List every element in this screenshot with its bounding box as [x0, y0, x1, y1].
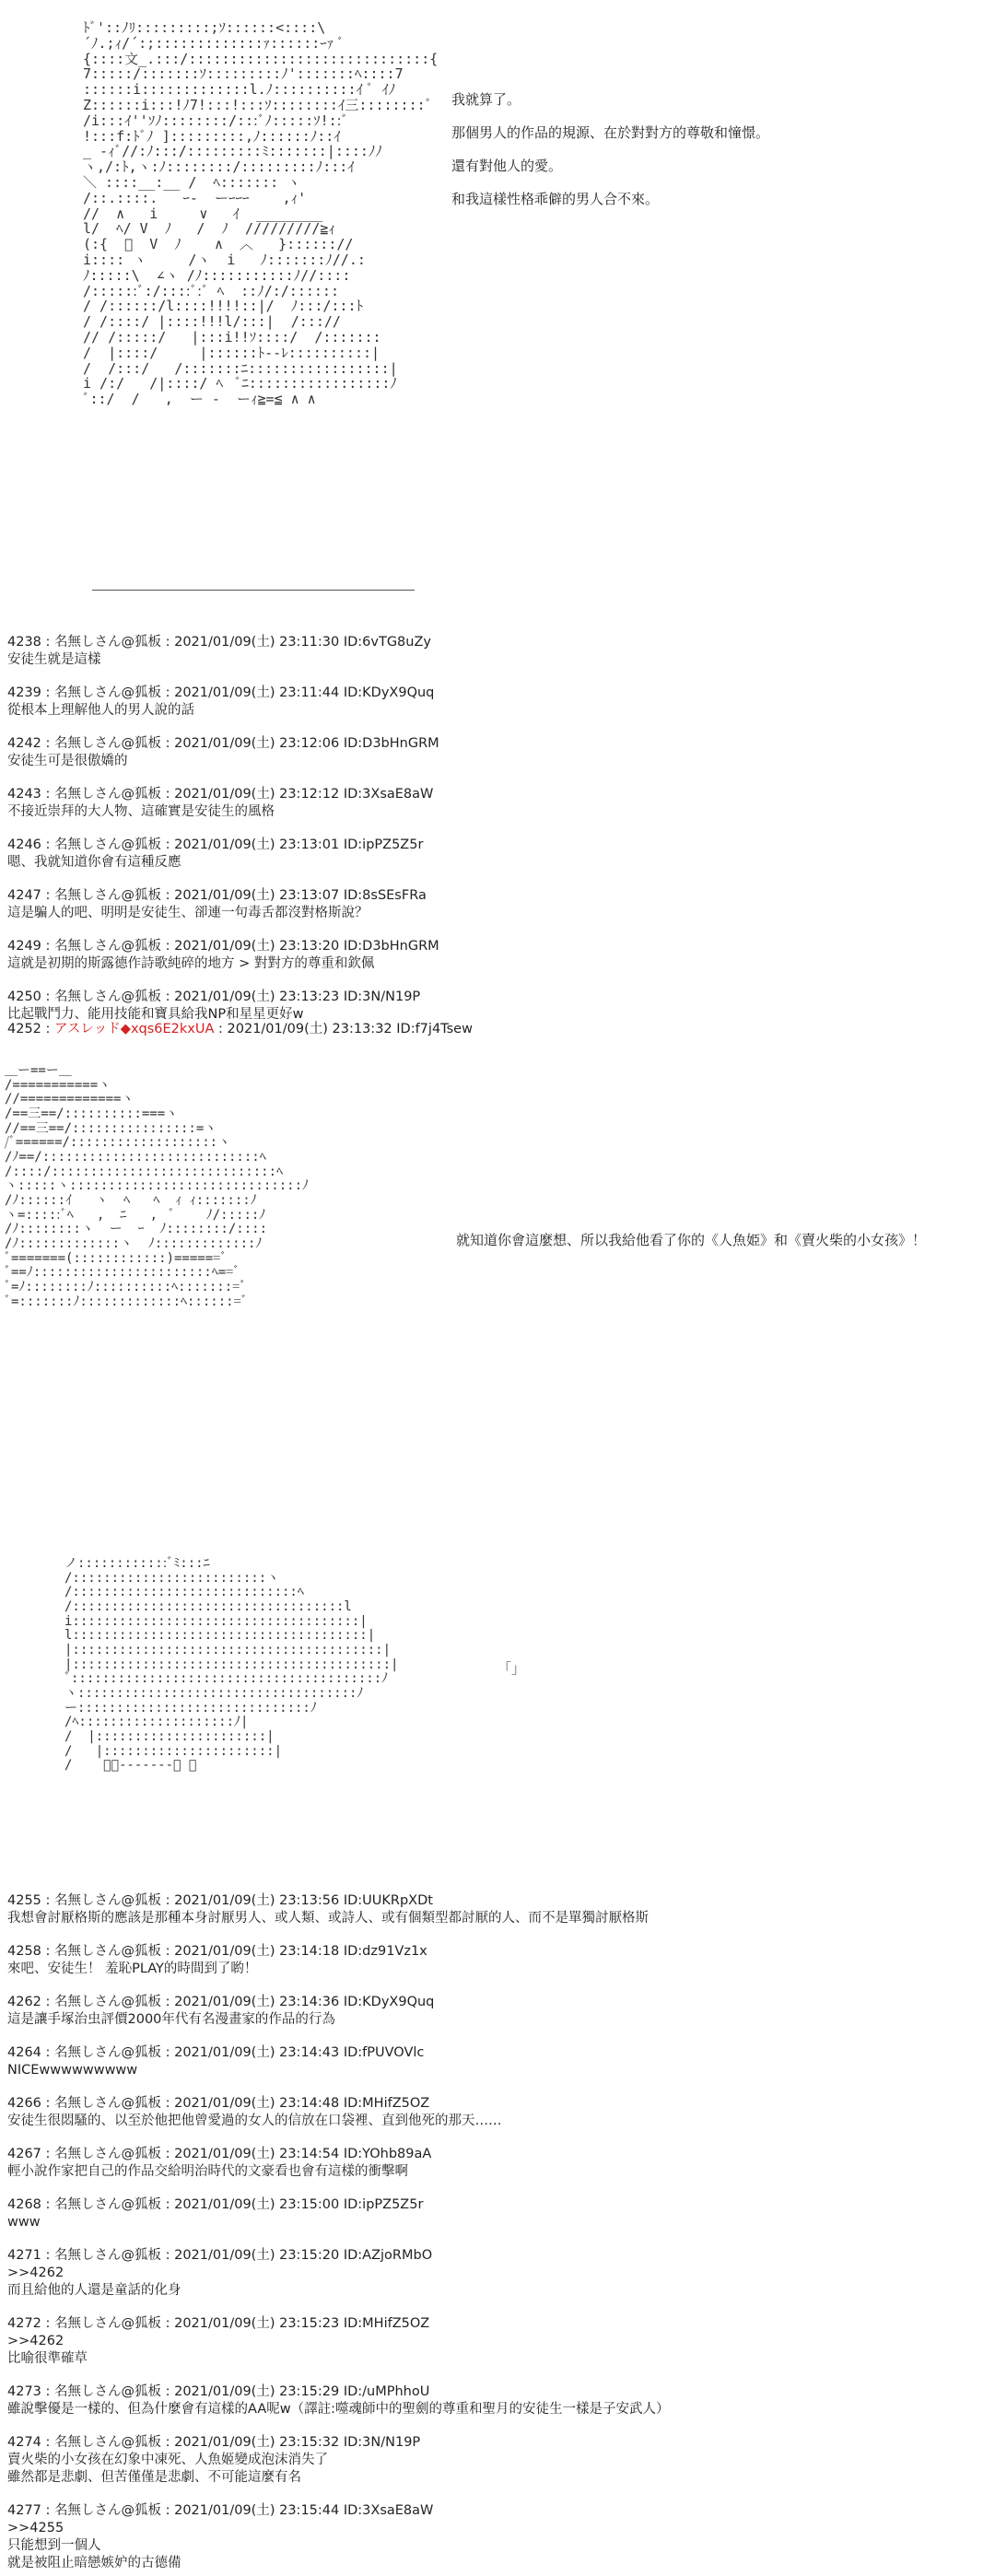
post	[7, 1892, 649, 1927]
post-body-line: 不接近崇拜的大人物、這確實是安徒生的風格	[7, 804, 275, 819]
post-header: 4262 : 名無しさん@狐板 : 2021/01/09(土) 23:14:36 ID:KDyX9Quq	[7, 1995, 435, 2009]
post-header: 4274 : 名無しさん@狐板 : 2021/01/09(土) 23:15:32 ID:3N/N19P	[7, 2435, 421, 2450]
post-body-line: 安徒生就是這樣	[7, 652, 101, 667]
post-body-line: 雖然都是悲劇、但苦僅僅是悲劇、不可能這麼有名	[7, 2470, 301, 2485]
post	[7, 2095, 502, 2130]
post-body-line: 這就是初期的斯露德作詩歌純碎的地方 > 對對方的尊重和欽佩	[7, 956, 375, 971]
post	[7, 2146, 431, 2181]
dialogue-line: 和我這樣性格乖僻的男人合不來。	[451, 191, 660, 207]
post-body-line: 就是被阻止暗戀嫉妒的古德備	[7, 2556, 181, 2570]
post-body-line: 而且給他的人還是童話的化身	[7, 2283, 181, 2298]
post-header: 4264 : 名無しさん@狐板 : 2021/01/09(土) 23:14:43 ID:fPUVOVlc	[7, 2045, 425, 2060]
post-body-line: 安徒生很悶騷的、以至於他把他曾愛過的女人的信放在口袋裡、直到他死的那天……	[7, 2113, 502, 2128]
post	[7, 2383, 669, 2418]
post-body-line: 安徒生可是很傲嬌的	[7, 754, 128, 768]
post	[7, 2196, 423, 2231]
post	[7, 2502, 433, 2572]
dialogue-line: 那個男人的作品的規源、在於對對方的尊敬和憧憬。	[451, 124, 770, 141]
post-header: 4250 : 名無しさん@狐板 : 2021/01/09(土) 23:13:23 ID:3N/N19P	[7, 989, 421, 1004]
aa-post-author[interactable]: アスレッド	[54, 1022, 121, 1036]
post-body-line: 賣火柴的小女孩在幻象中凍死、人魚姬變成泡沫消失了	[7, 2453, 328, 2467]
post-body-line: 這是讓手塚治虫評價2000年代有名漫畫家的作品的行為	[7, 2012, 335, 2027]
post-body-line: 這是騙人的吧、明明是安徒生、卻連一句毒舌都沒對格斯說？	[7, 906, 369, 920]
post-body-line: NICEwwwwwwwww	[7, 2063, 138, 2078]
post-reply-link[interactable]: >>4262	[7, 2266, 64, 2280]
post-body-line: 比起戰鬥力、能用技能和寶具給我NP和星星更好w	[7, 1007, 304, 1022]
ascii-art-character-3: ノ::::::::::::ﾞﾐ:::ﾆ /:::::::::::::::::::::::::ヽ /:::::::::::::::::::::::::::::ﾍ /:::::::::::::::::::::::::::::::::::l i:::::::::::::::::::::::::::::::::::::| l::::::::::::::::::::::::::::::::::::::| |::::::::::::::::::::::::::::::::::::::::| |:::::::::::::::::::::::::::::::::::::::::| ﾞ::::::::::::::::::::::::::::::::::::::::ﾉ ヽ::::::::::::::::::::::::::::::::::::ﾉ ー::::::::::::::::::::::::::::::ﾉ /ﾍ::::::::::::::::::::ﾉ| / |::::::::::::::::::::::| / |::::::::::::::::::::::| / ﾞー-------ー ﾞ	[64, 1556, 399, 1774]
post-header: 4239 : 名無しさん@狐板 : 2021/01/09(土) 23:11:44 ID:KDyX9Quq	[7, 685, 435, 700]
post	[7, 2247, 432, 2300]
post-reply-link[interactable]: >>4262	[7, 2334, 64, 2348]
aa-post-number: 4252 :	[7, 1022, 55, 1036]
post-body-line: 從根本上理解他人的男人說的話	[7, 703, 194, 718]
post-header: 4238 : 名無しさん@狐板 : 2021/01/09(土) 23:11:30 ID:6vTG8uZy	[7, 635, 431, 650]
art-divider	[92, 590, 415, 591]
post-body-line: 雖說擊優是一樣的、但為什麼會有這樣的AA呢w（譯註:噬魂師中的聖劍的尊重和聖月的安徒生一樣是子安武人）	[7, 2402, 670, 2417]
aa-post-trip: ◆xqs6E2kxUA	[120, 1022, 215, 1036]
post-header: 4255 : 名無しさん@狐板 : 2021/01/09(土) 23:13:56 ID:UUKRpXDt	[7, 1893, 433, 1908]
post-header: 4246 : 名無しさん@狐板 : 2021/01/09(土) 23:13:01 ID:ipPZ5Z5r	[7, 837, 424, 852]
post-header: 4266 : 名無しさん@狐板 : 2021/01/09(土) 23:14:48 ID:MHifZ5OZ	[7, 2096, 430, 2111]
post-header: 4258 : 名無しさん@狐板 : 2021/01/09(土) 23:14:18 ID:dz91Vz1x	[7, 1944, 427, 1959]
post	[7, 989, 420, 1024]
aa-post-header	[7, 1021, 473, 1038]
ascii-art-character-1: ﾄﾞ'::ﾉﾘ:::::::::;ｿ::::::<::::\ ´ﾉ.;ｨ/´:;:::::::::::::ｧ::::::ｰｧ ﾞ {::::文_.:::/:::::::::::::::::::::::::::::{ 7:::::/:::::::ｿ:::::::::ﾉ':::::::ﾍ::::7 ::::::i:::::::::::::l.ﾉ::::::::::ｲ ﾞ ｲﾉ Z::::::i:::!ﾉ7!:::!:::ｿ::::::::ｲ三::::::::ﾞ /i:::ｲ''ｿﾉ::::::::/:::ﾞﾉ:::::ｿ!::ﾞ !:::f:ﾄﾞﾉ ]:::::::::,ﾉ::::::ﾉ::ｲ _ -ｨﾞ//:ﾉ:::/:::::::::ﾐ:::::::|::::ﾉﾉ ヽ,/:ﾄ,ヽ:ﾉ::::::::/:::::::::ﾉ:::ｲ ＼ ::::__:__ / ﾍ::::::: ヽ /::.::::. ｰ- ーｰｰｰ ,ｨ' // ∧ i ∨ ｲ ________ l/ ﾍ/ V ﾉ / ﾉ /////////≧ｨ (:{ ﾞ V ﾉ ∧ ︿ }::::::// i:::: ヽ /ヽ i ﾉ:::::::ﾉ//.: ﾉ:::::\ ∠ヽ /ﾉ:::::::::::ﾉ//:::: /::::::ﾞ:/::::ﾞ:ﾞ ﾍ ::ﾉ/:/:::::: / /::::::/l::::!!!!::|/ ﾉ:::/:::ﾄ / /::::/ |::::!!!l/:::| /:::// // /:::::/ |:::i!!ｿ::::/ /::::::: / |::::/ |::::::ﾄ--ﾚ::::::::::| / /:::/ /:::::::ﾆ:::::::::::::::::| i /:/ /|::::/ ﾍ ﾞﾆ:::::::::::::::::ﾉ ﾞ::/ / , ー - ーｨ≧=≦ ∧ ∧	[83, 19, 439, 408]
post	[7, 938, 439, 973]
post	[7, 685, 434, 720]
dialogue-line-2: 就知道你會這麼想、所以我給他看了你的《人魚姫》和《賣火柴的小女孩》！	[456, 1232, 927, 1248]
post	[7, 837, 423, 872]
post-body-line: 嗯、我就知道你會有這種反應	[7, 855, 181, 870]
post-header: 4249 : 名無しさん@狐板 : 2021/01/09(土) 23:13:20 ID:D3bHnGRM	[7, 939, 439, 954]
dialogue-block-1	[451, 83, 769, 216]
dialogue-line: 我就算了。	[451, 91, 521, 108]
post-header: 4247 : 名無しさん@狐板 : 2021/01/09(土) 23:13:07 ID:8sSEsFRa	[7, 888, 427, 903]
post-reply-link[interactable]: >>4255	[7, 2521, 64, 2535]
post-header: 4271 : 名無しさん@狐板 : 2021/01/09(土) 23:15:20 ID:AZjoRMbO	[7, 2248, 433, 2263]
post-body-line: 我想會討厭格斯的應該是那種本身討厭男人、或人類、或詩人、或有個類型都討厭的人、而不是單獨討厭格斯	[7, 1911, 649, 1926]
post-header: 4267 : 名無しさん@狐板 : 2021/01/09(土) 23:14:54 ID:YOhb89aA	[7, 2147, 432, 2161]
post	[7, 1994, 434, 2029]
dialogue-line: 還有對他人的愛。	[451, 158, 563, 174]
post	[7, 634, 431, 669]
post-body-line: 來吧、安徒生！ 羞恥PLAY的時間到了喲！	[7, 1961, 258, 1976]
aa-post-meta: : 2021/01/09(土) 23:13:32 ID:f7j4Tsew	[214, 1022, 473, 1036]
post-body-line: 輕小說作家把自己的作品交給明治時代的文豪看也會有這樣的衝擊啊	[7, 2164, 408, 2179]
post	[7, 2044, 424, 2079]
post	[7, 2434, 420, 2487]
post-header: 4277 : 名無しさん@狐板 : 2021/01/09(土) 23:15:44 ID:3XsaE8aW	[7, 2503, 434, 2518]
post	[7, 2315, 429, 2368]
post-header: 4273 : 名無しさん@狐板 : 2021/01/09(土) 23:15:29 ID:/uMPhhoU	[7, 2384, 430, 2399]
post-header: 4268 : 名無しさん@狐板 : 2021/01/09(土) 23:15:00 ID:ipPZ5Z5r	[7, 2197, 424, 2212]
post	[7, 1943, 427, 1978]
post	[7, 887, 427, 922]
ascii-art-character-2: ＿ー==ー＿ /===========ヽ //=============ヽ /==三==/::::::::::===ヽ //==三==/::::::::::::::::=ヽ /ﾞ======/:::::::::::::::::::ヽ /ﾉ==/::::::::::::::::::::::::::::ﾍ /::::/:::::::::::::::::::::::::::::ﾍ ヽ:::::ヽ::::::::::::::::::::::::::::::ﾉ /ﾉ::::::ｲ ヽ ﾍ ﾍ ｨ ｨ:::::::ﾉ ヽ=:::::ﾞﾍ , ﾆ , ﾞ ﾉ/:::::ﾉ /ﾉ::::::::ヽ ー ｰ ﾉ::::::::/:::: /ﾉ:::::::::::::ヽ ﾉ:::::::::::::ﾉ ﾞ=======(::::::::::::)======ﾞ ﾞ==ﾉ:::::::::::::::::::::::ﾍ==ﾞ ﾞ=ﾉ::::::::ﾉ::::::::::ﾍ:::::::=ﾞ ﾞ=:::::::ﾉ:::::::::::::ﾍ::::::=ﾞ	[5, 1063, 310, 1309]
post	[7, 786, 433, 821]
post-body-line: 只能想到一個人	[7, 2538, 101, 2553]
post-body-line: 比喻很準確草	[7, 2351, 88, 2366]
post-header: 4272 : 名無しさん@狐板 : 2021/01/09(土) 23:15:23 ID:MHifZ5OZ	[7, 2316, 430, 2331]
post	[7, 735, 439, 770]
post-header: 4243 : 名無しさん@狐板 : 2021/01/09(土) 23:12:12 ID:3XsaE8aW	[7, 787, 434, 802]
dialogue-line-3: 「」	[498, 1660, 526, 1677]
post-header: 4242 : 名無しさん@狐板 : 2021/01/09(土) 23:12:06 ID:D3bHnGRM	[7, 736, 439, 751]
post-body-line: www	[7, 2215, 41, 2230]
